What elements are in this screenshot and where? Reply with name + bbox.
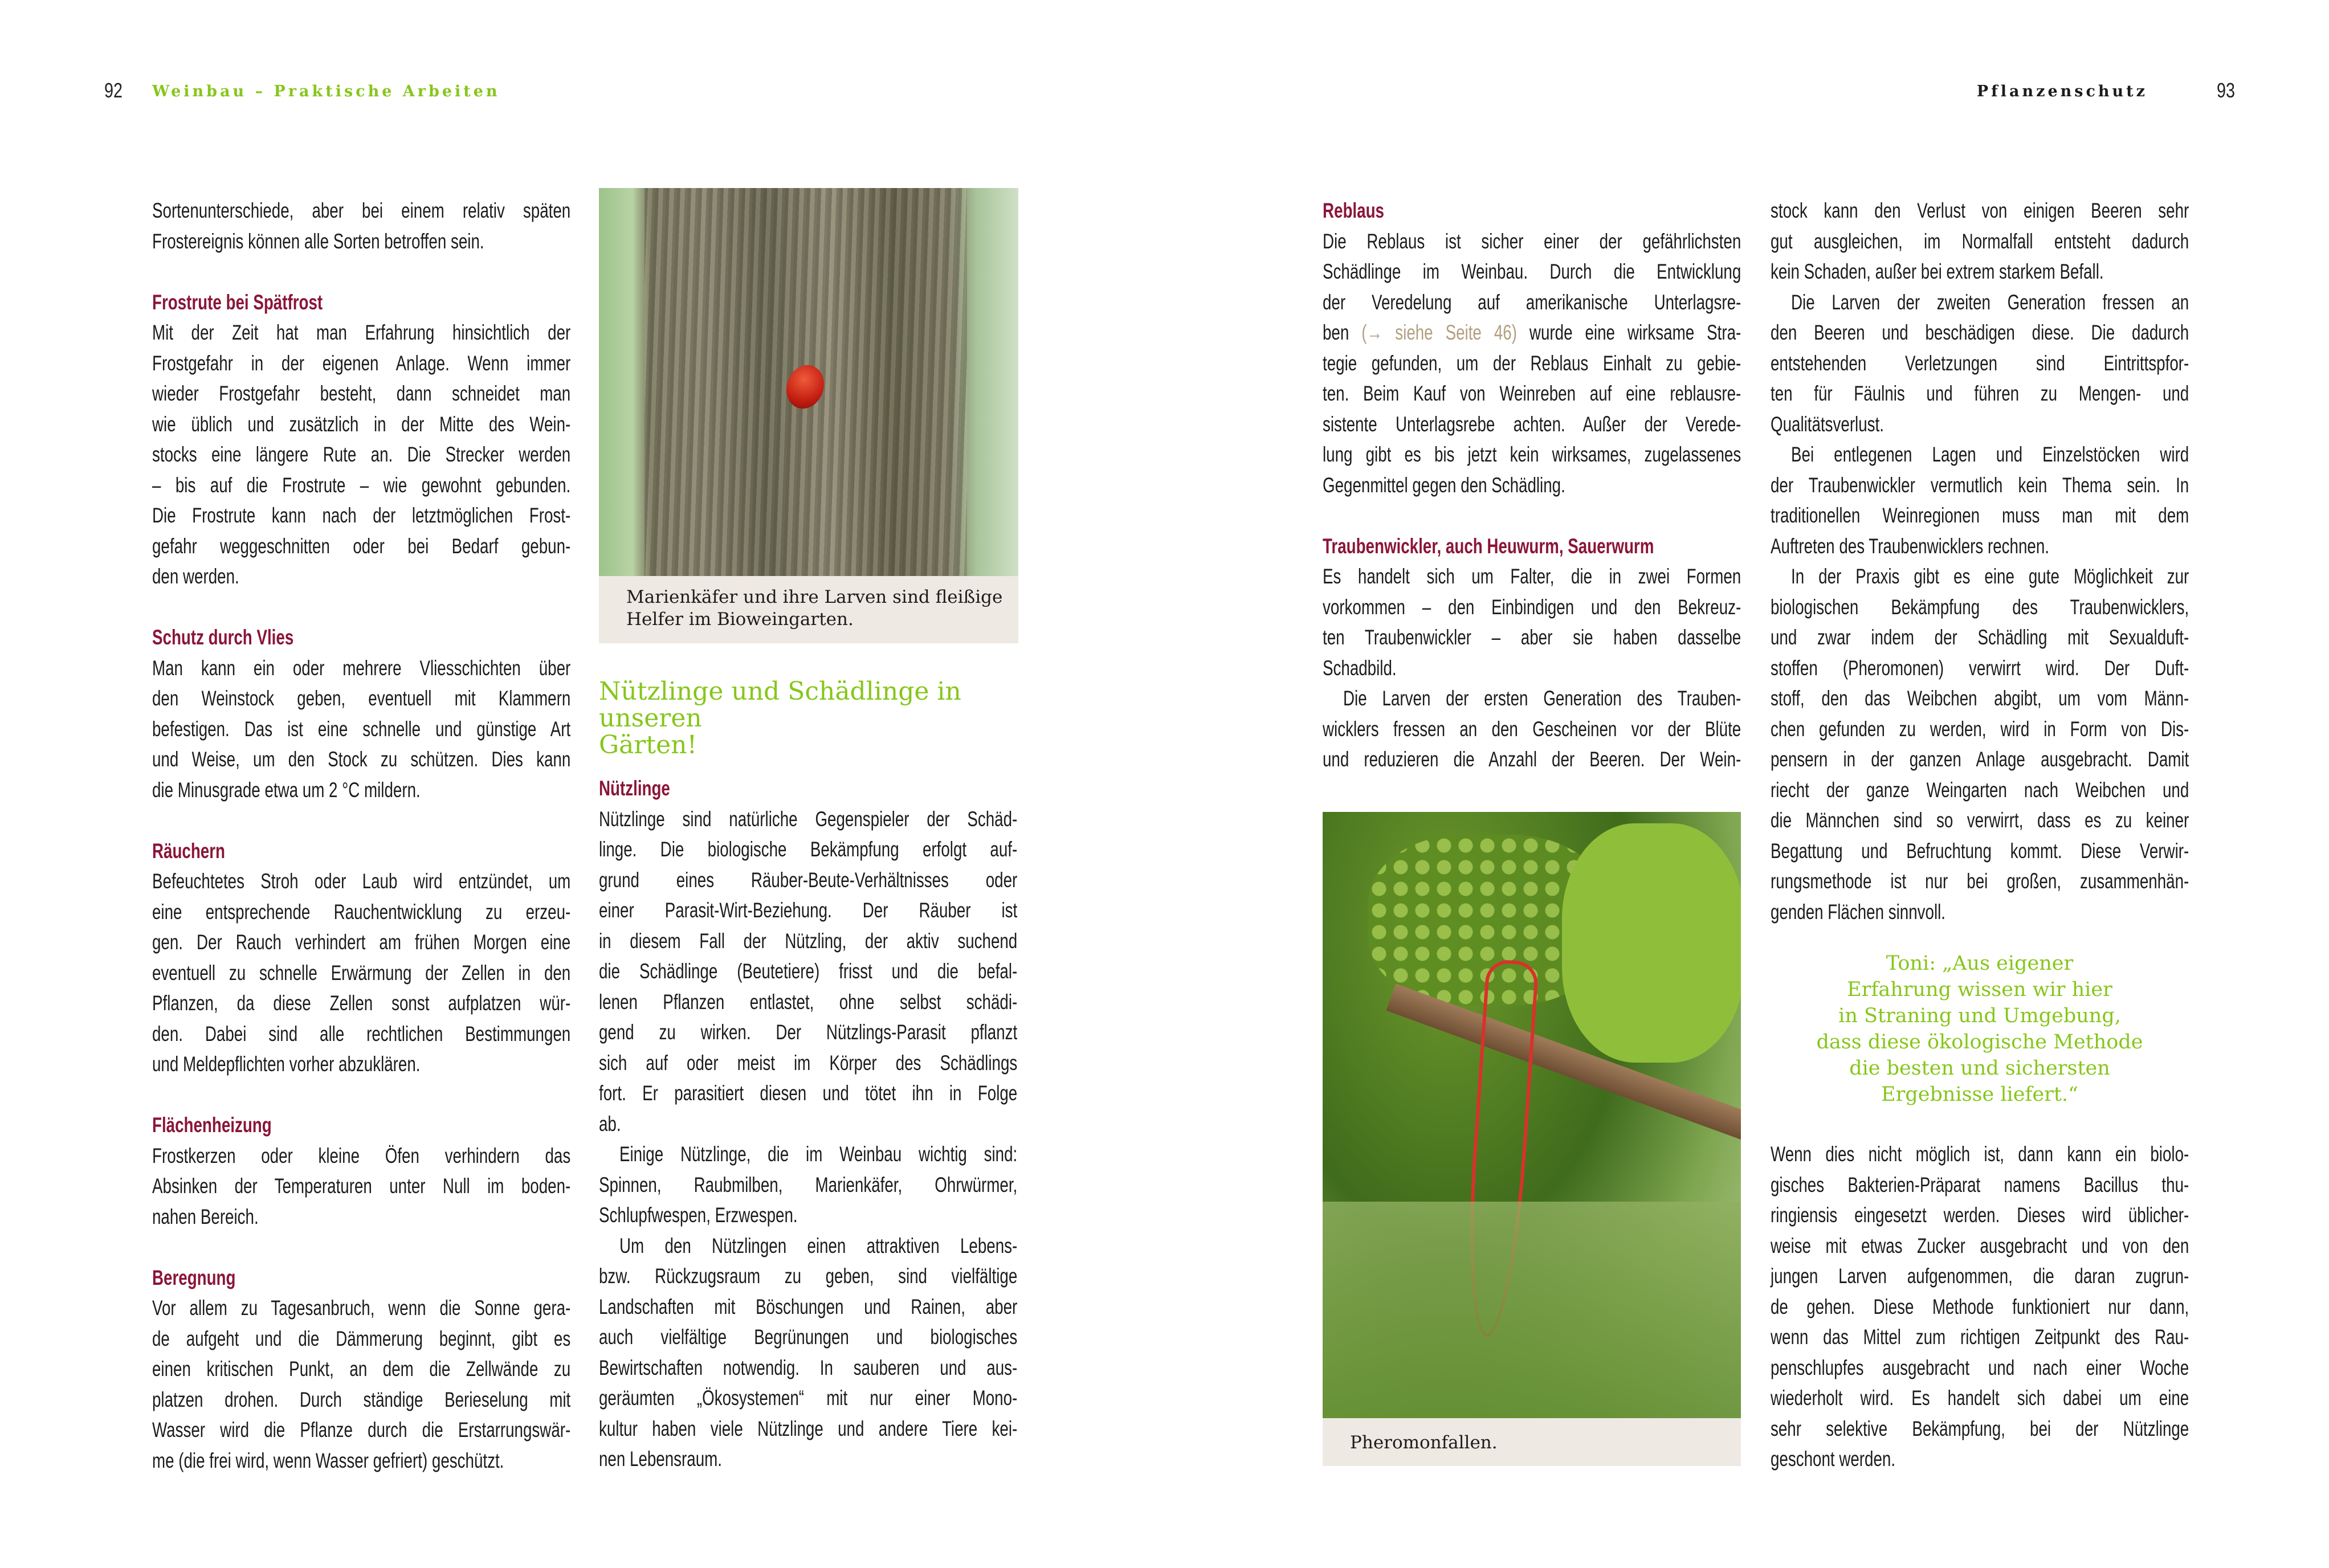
column-text (599, 773, 1017, 1475)
text-line: Wenn dies nicht möglich ist, dann kann ein biolo- (1771, 1142, 2189, 1166)
text-line: Frostereignis können alle Sorten betroffen sein. (152, 229, 484, 253)
paragraph (1771, 287, 2189, 440)
text-column-3 (1323, 195, 1741, 805)
text-line: fort. Er parasitiert diesen und tötet ihn in Folge (599, 1081, 1018, 1105)
text-line: lung gibt es bis jetzt kein wirksames, zugelassenes (1323, 443, 1741, 466)
text-line: befestigen. Das ist eine schnelle und günstige Art (152, 717, 571, 741)
text-column-4-continued (1771, 1139, 2189, 1475)
text-line: de aufgeht und die Dämmerung beginnt, gibt es (152, 1326, 571, 1350)
text-line: Man kann ein oder mehrere Vliesschichten über (152, 656, 571, 680)
text-line: – bis auf die Frostrute – wie gewohnt gebunden. (152, 473, 571, 497)
text-line: auch vielfältige Begrünungen und biologisches (599, 1325, 1018, 1349)
paragraph (152, 1293, 570, 1476)
paragraph (152, 1141, 570, 1232)
text-line: de gehen. Diese Methode funktioniert nur dann, (1771, 1295, 2189, 1318)
text-line: den. Dabei sind alle rechtlichen Bestimmungen (152, 1022, 571, 1046)
ladybug-caption (599, 576, 1018, 643)
text-line: Traubenwickler, auch Heuwurm, Sauerwurm (1323, 534, 1654, 558)
text-line: gen. Der Rauch verhindert am frühen Morgen eine (152, 930, 571, 954)
pheromone-caption: Pheromonfallen. (1323, 1418, 1741, 1466)
text-line: Die Larven der zweiten Generation fressen an (1791, 290, 2189, 314)
section-subheading (152, 1110, 570, 1141)
text-segment: ben (1323, 321, 1362, 344)
text-line: genden Flächen sinnvoll. (1771, 900, 1946, 924)
text-line: gut ausgleichen, im Normalfall entsteht dadurch (1771, 229, 2189, 253)
paragraph (1771, 195, 2189, 287)
text-line: penschlupfes ausgebracht und nach einer Woche (1771, 1355, 2189, 1379)
page-reference-link[interactable]: (→ siehe Seite 46) (1361, 321, 1517, 344)
text-line: und zwar indem der Schädling mit Sexualduft- (1771, 626, 2189, 649)
text-line: Um den Nützlingen einen attraktiven Lebens- (619, 1234, 1018, 1257)
text-line: riecht der ganze Weingarten nach Weibchen und (1771, 778, 2189, 802)
caption-line: Marienkäfer und ihre Larven sind fleißige (626, 587, 1003, 607)
text-line: weise mit etwas Zucker ausgebracht und von den (1771, 1234, 2189, 1257)
section-subheading (599, 773, 1017, 804)
text-line: bzw. Rückzugsraum zu geben, sind vielfältige (599, 1264, 1018, 1288)
text-line: Reblaus (1323, 199, 1384, 222)
text-line: grund eines Räuber-Beute-Verhältnisses oder (599, 868, 1018, 892)
text-line: kein Schaden, außer bei extrem starkem Befall. (1771, 260, 2104, 283)
text-line: chen gefunden zu werden, wird in Form von Dis- (1771, 717, 2189, 741)
text-line: in diesem Fall der Nützling, der aktiv suchend (599, 929, 1018, 953)
pull-quote (1771, 950, 2189, 1108)
text-line: sich auf oder meist im Körper des Schädlings (599, 1051, 1018, 1075)
text-line: platzen drohen. Durch ständige Berieselung mit (152, 1387, 571, 1411)
quote-line: dass diese ökologische Methode (1816, 1031, 2143, 1054)
text-line: ten für Fäulnis und führen zu Mengen- und (1771, 382, 2189, 405)
section-heading (599, 678, 1032, 758)
column-text (152, 195, 570, 1476)
text-line: stocks eine längere Rute an. Die Strecker werden (152, 443, 571, 466)
text-line: stock kann den Verlust von einigen Beeren sehr (1771, 199, 2189, 222)
paragraph (152, 317, 570, 592)
text-line: entstehenden Verletzungen sind Eintrittspfor- (1771, 351, 2189, 375)
text-line: traditionellen Weinregionen muss man mit dem (1771, 504, 2189, 527)
paragraph (599, 1139, 1017, 1231)
text-line: rungsmethode ist nur bei großen, zusammenhän- (1771, 869, 2189, 893)
text-line: der Traubenwickler vermutlich kein Thema sein. In (1771, 473, 2189, 497)
paragraph (152, 653, 570, 806)
text-line: stoffen (Pheromonen) verwirrt wird. Der Duft- (1771, 656, 2189, 680)
text-line: Schadbild. (1323, 656, 1397, 680)
paragraph (1323, 226, 1741, 501)
text-line: die Minusgrade etwa um 2 °C mildern. (152, 778, 421, 802)
paragraph (152, 866, 570, 1080)
text-column-1 (152, 195, 570, 1506)
text-line: Mit der Zeit hat man Erfahrung hinsichtlich der (152, 321, 571, 344)
text-line: Absinken der Temperaturen unter Null im boden- (152, 1174, 571, 1198)
section-subheading (152, 836, 570, 867)
text-line: ab. (599, 1112, 621, 1136)
paragraph (1323, 683, 1741, 775)
paragraph (1323, 561, 1741, 683)
text-line: Frostkerzen oder kleine Öfen verhindern das (152, 1144, 571, 1167)
text-column-2 (599, 773, 1017, 1475)
text-line: Nützlinge (599, 777, 670, 800)
text-line: pensern in der ganzen Anlage ausgebracht. Damit (1771, 748, 2189, 771)
text-line: stoff, den das Weibchen abgibt, um vom Männ- (1771, 687, 2189, 710)
paragraph (1771, 1139, 2189, 1475)
text-line: die Schädlinge (Beutetiere) frisst und die befal- (599, 959, 1018, 983)
text-line: Begattung und Befruchtung kommt. Diese Verwir- (1771, 839, 2189, 863)
text-line: geschont werden. (1771, 1447, 1896, 1471)
text-line: und Weise, um den Stock zu schützen. Dies kann (152, 748, 571, 771)
text-line: eventuell zu schnelle Erwärmung der Zellen in den (152, 961, 571, 985)
text-line: gefahr weggeschnitten oder bei Bedarf gebun- (152, 534, 571, 558)
text-line: Spinnen, Raubmilben, Marienkäfer, Ohrwürmer, (599, 1173, 1018, 1197)
paragraph (599, 1231, 1017, 1475)
text-line: Befeuchtetes Stroh oder Laub wird entzündet, um (152, 869, 571, 893)
text-line: ringiensis eingesetzt werden. Dieses wird üblicher- (1771, 1203, 2189, 1227)
text-line: gend zu wirken. Der Nützlings-Parasit pflanzt (599, 1020, 1018, 1044)
right-running-title: Pflanzenschutz (1976, 83, 2148, 100)
text-line (1323, 317, 1741, 348)
text-line: nahen Bereich. (152, 1204, 259, 1228)
text-column-4 (1771, 195, 2189, 927)
text-line: Frostrute bei Spätfrost (152, 290, 323, 314)
text-line: wicklers fressen an den Gescheinen vor der Blüte (1323, 717, 1741, 741)
text-line: Es handelt sich um Falter, die in zwei Formen (1323, 565, 1741, 588)
quote-line: Ergebnisse liefert.“ (1881, 1083, 2078, 1106)
section-heading-line: Nützlinge und Schädlinge in unseren (599, 677, 961, 733)
quote-line: in Straning und Umgebung, (1838, 1004, 2121, 1027)
text-line: Schutz durch Vlies (152, 626, 294, 649)
text-line: Schädlinge im Weinbau. Durch die Entwicklung (1323, 260, 1741, 283)
paragraph (152, 195, 570, 256)
section-subheading (152, 287, 570, 318)
column-text (1323, 195, 1741, 775)
left-running-title: Weinbau – Praktische Arbeiten (152, 83, 500, 100)
text-line: kultur haben viele Nützlinge und andere Tiere kei- (599, 1416, 1018, 1440)
text-line: Beregnung (152, 1265, 236, 1289)
text-line: In der Praxis gibt es eine gute Möglichkeit zur (1791, 565, 2189, 588)
text-line: Die Larven der ersten Generation des Trauben- (1343, 687, 1741, 710)
text-line: geräumten „Ökosystemen“ mit nur einer Mono- (599, 1386, 1018, 1410)
text-line: den werden. (152, 565, 239, 588)
section-subheading (1323, 195, 1741, 226)
column-text (1771, 195, 2189, 927)
text-line: wieder Frostgefahr besteht, dann schneidet man (152, 382, 571, 405)
left-page-number: 92 (104, 79, 123, 102)
text-line: Wasser wird die Pflanze durch die Erstarrungswär- (152, 1418, 571, 1442)
text-line: vorkommen – den Einbindigen und den Bekreuz- (1323, 595, 1741, 619)
text-line: jungen Larven aufgenommen, die daran zugrun- (1771, 1264, 2189, 1288)
text-line: wie üblich und zusätzlich in der Mitte des Wein- (152, 412, 571, 436)
text-line: gisches Bakterien-Präparat namens Bacillus thu- (1771, 1173, 2189, 1197)
text-line: wenn das Mittel zum richtigen Zeitpunkt des Rau- (1771, 1325, 2189, 1349)
text-line: die Männchen sind so verwirrt, dass es zu keiner (1771, 808, 2189, 832)
text-line: Vor allem zu Tagesanbruch, wenn die Sonne gera- (152, 1296, 571, 1320)
text-line: Bei entlegenen Lagen und Einzelstöcken wird (1791, 443, 2189, 466)
text-line: sistente Unterlagsrebe achten. Außer der Verede- (1323, 412, 1741, 436)
text-line: biologischen Bekämpfung des Traubenwicklers, (1771, 595, 2189, 619)
text-line: Flächenheizung (152, 1113, 272, 1137)
text-line: Gegenmittel gegen den Schädling. (1323, 473, 1565, 497)
text-line: Bewirtschaften notwendig. In sauberen und aus- (599, 1355, 1018, 1379)
text-line: und Meldepflichten vorher abzuklären. (152, 1052, 421, 1076)
text-line: tegie gefunden, um der Reblaus Einhalt zu gebie- (1323, 351, 1741, 375)
paragraph (599, 804, 1017, 1140)
quote-line: Toni: „Aus eigener (1886, 952, 2074, 975)
paragraph (1771, 439, 2189, 561)
text-line: einer Parasit-Wirt-Beziehung. Der Räuber ist (599, 899, 1018, 922)
text-line: und reduzieren die Anzahl der Beeren. Der Wein- (1323, 748, 1741, 771)
text-line: den Weinstock geben, eventuell mit Klammern (152, 687, 571, 710)
text-line: Qualitätsverlust. (1771, 412, 1884, 436)
quote-line: die besten und sichersten (1849, 1057, 2110, 1080)
pheromone-trap-photo (1323, 812, 1741, 1418)
text-line: Auftreten des Traubenwicklers rechnen. (1771, 534, 2049, 558)
text-line: Einige Nützlinge, die im Weinbau wichtig sind: (619, 1142, 1018, 1166)
text-line: eine entsprechende Rauchentwicklung zu erzeu- (152, 900, 571, 924)
section-heading-line: Gärten! (599, 730, 698, 760)
text-line: Pflanzen, da diese Zellen sonst aufplatzen wür- (152, 991, 571, 1015)
column-text (1771, 1139, 2189, 1475)
text-line: Die Frostrute kann nach der letztmöglichen Frost- (152, 504, 571, 527)
text-line: ten. Beim Kauf von Weinreben auf eine reblausre- (1323, 382, 1741, 405)
text-line: linge. Die biologische Bekämpfung erfolgt auf- (599, 838, 1018, 861)
text-line: Landschaften mit Böschungen und Rainen, aber (599, 1295, 1018, 1318)
text-line: Schlupfwespen, Erzwespen. (599, 1203, 798, 1227)
section-subheading (152, 1263, 570, 1293)
section-subheading (1323, 531, 1741, 562)
section-subheading (152, 622, 570, 653)
text-line: wiederholt wird. Es handelt sich dabei um eine (1771, 1386, 2189, 1410)
text-line: lenen Pflanzen entlastet, ohne selbst schädi- (599, 990, 1018, 1014)
text-line: Die Reblaus ist sicher einer der gefährlichsten (1323, 229, 1741, 253)
text-line: Räuchern (152, 839, 225, 863)
text-line: me (die frei wird, wenn Wasser gefriert) geschützt. (152, 1448, 504, 1472)
text-line: einen kritischen Punkt, an dem die Zellwände zu (152, 1357, 571, 1381)
text-line: nen Lebensraum. (599, 1447, 722, 1471)
text-segment: wurde eine wirksame Stra- (1516, 321, 1741, 344)
ladybug-on-bark-photo (599, 188, 1018, 576)
right-page-number: 93 (2217, 79, 2236, 102)
paragraph (1771, 561, 2189, 927)
quote-line: Erfahrung wissen wir hier (1847, 978, 2112, 1001)
text-line: den Beeren und beschädigen diese. Die dadurch (1771, 321, 2189, 344)
text-line: Sortenunterschiede, aber bei einem relativ späten (152, 199, 571, 222)
caption-line: Helfer im Bioweingarten. (626, 609, 854, 630)
text-line: Frostgefahr in der eigenen Anlage. Wenn immer (152, 351, 571, 375)
text-line: ten Traubenwickler – aber sie haben dasselbe (1323, 626, 1741, 649)
text-line: der Veredelung auf amerikanische Unterlagsre- (1323, 290, 1741, 314)
text-line: Nützlinge sind natürliche Gegenspieler der Schäd- (599, 807, 1018, 831)
text-line: sehr selektive Bekämpfung, bei der Nützlinge (1771, 1416, 2189, 1440)
